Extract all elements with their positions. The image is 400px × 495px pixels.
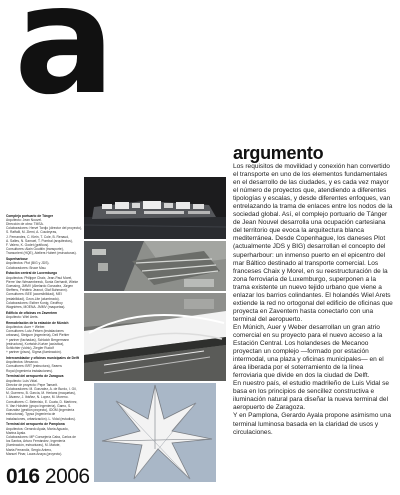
credit-line: V. Van Holstein (grupo Ingeniería), Gamo, S. (6, 403, 72, 408)
credit-line: Arquitectos: Mecanoo. (6, 360, 39, 365)
credit-project-title: Superharbour (6, 257, 28, 262)
article-body: Los requisitos de movilidad y conexión han convertido el transporte en uno de los elementos fundamentales en el desarrollo de las ciudades, y es cada vez mayor el número de proyectos que, atendiendo a diferentes tipologías y escalas, y desde diferentes enfoques, van entrelazando la trama de enlaces entre los nodos de la sociedad global. Así, el complejo portuario de Tánger de Jean Nouvel desarrolla una ocupación cartesiana del territorio que evoca la arquitectura blanca mediterránea. Desde Copenhague, los daneses Plot (actualmente JDS y BIG) desarrollan el concepto del superharbour: un inmenso puerto en el epicentro del mar Báltico destinado al transporte comercial. Los franceses Chaix y Morel, en su reestructuración de la zona ferroviaria de Luxemburgo, superponen a la trama existente un nuevo tejido urbano que viene a enlazar los barrios colindantes. El holandés Wiel Arets extiende la red no ortogonal del edificio de oficinas que proyecta en Zaventem hasta conectarlo con una terminal del aeropuerto. En Múnich, Auer y Weber desarrollan un gran atrio comercial en su proyecto para el nuevo acceso a la Estación Central. Los holandeses de Mecanoo proyectan un complejo —formado por estación intermodal, una plaza y oficinas municipales— en el área liberada por el soterramiento de la línea ferroviaria que divide en dos la ciudad de Delft. En nuestro país, el estudio madrileño de Luis Vidal se basa en los principios de sencillez constructiva e iluminación natural para diseñar la nueva terminal del aeropuerto de Zaragoza. Y en Pamplona, Gerardo Ayala propone asimismo una terminal luminosa basada en la claridad de usos y circulaciones. (233, 163, 393, 436)
credit-line: Arquitectos: Plot (BIG y JDS). (6, 261, 50, 266)
credit-line: Schlichter (vidrio), Ziegler Rudolf (6, 346, 54, 351)
credit-line: + partner (fachadas), Schlaich Bergermann (6, 337, 70, 342)
credit-line: (Iluminación, estructuras), M. Matute, (6, 443, 61, 448)
credit-line: Consultores: BRT (estructura), Searns (6, 364, 62, 369)
credit-line: + partner (pisos), Sigma (iluminación). (6, 350, 62, 355)
issue-num: 016 (6, 465, 40, 488)
credit-line: J. Fernandes, C. Klein, T. Cole, B. Renaud, (6, 234, 69, 239)
credit-line: estructuras), Typsa (Ingeniería de (6, 412, 56, 417)
credit-line: Arquitectos: Philippe Chaix, Jean-Paul Morel, (6, 275, 73, 280)
credit-project-title: Terminal del aeropuerto de Zaragoza (6, 374, 64, 379)
credit-line: Royal (ingeniería instalaciones). (6, 368, 53, 373)
credit-line: Wagnières, MOENA. JMMV (maquetas). (6, 305, 66, 310)
luxembourg-station-image (84, 293, 226, 381)
credit-line: instalaciones, urbanización). L. Vidal (estudios). (6, 416, 76, 421)
issue-year: 2006 (44, 465, 90, 488)
credit-line: Steffens, Frédéric Jeanot, Olaf Buhmann). (6, 288, 68, 293)
credit-project-title: Remodelación de la estación de Múnich (6, 320, 69, 325)
issue-number (6, 465, 90, 489)
credit-line: (estructura), Kortwich-Kurtze (acústica), (6, 341, 65, 346)
credit-line: Arquitecto: Jean Nouvel. (6, 217, 42, 222)
credit-block-6 (6, 356, 82, 373)
credit-line: urbanas), Steigum (ingeniería), Dell Piehler (6, 333, 70, 338)
credit-line: Consultores: C. Belenisio, E. Cuata, D. Martínez, (6, 399, 78, 404)
credit-line: Marta Ferrandiz, Sergio Antero, (6, 447, 52, 452)
credit-line: I. Álvarez, J. Ibáñez, N. Lopez, M. Moreno. (6, 395, 69, 400)
credit-line: Dirección de obra: TMSA. (6, 222, 44, 226)
credit-block-1 (6, 214, 82, 256)
credit-line: Gonzalez (gestión proyecto), IDOM (ingeniería (6, 408, 75, 413)
credit-block-2 (6, 257, 82, 270)
credit-line: Colaboradores: Hervé Tordjo (director del proyecto), S. Raffalli, M. Ziemi, A. Coudeyras, (6, 226, 82, 235)
credit-line: Colaboradores: M. Gonzalez, A. de Burdo, I. Gil, (6, 387, 77, 392)
credit-line: Colaboradores: MP Consejería Caba, Carlos de (6, 434, 76, 439)
credit-line: Manuel Pinar, Laura Anaya (proyecto). (6, 451, 63, 456)
star-structure-image (84, 383, 226, 482)
credit-block-8 (6, 422, 82, 456)
credit-line: Arquitecto: Wiel Arets. (6, 315, 39, 320)
project-images (84, 177, 226, 482)
credit-line: Consultores: Alain Goublin (transporte), (6, 247, 64, 252)
credit-line: Consultores: Lutz-Felsen (instalaciones (6, 329, 64, 334)
project-credits (6, 212, 82, 456)
superharbour-image (84, 241, 226, 291)
credit-line: Arquitectos: Auer + Weber. (6, 325, 46, 330)
tanger-port-image (84, 177, 226, 239)
credit-line: Colaboradores: Esther Konig, Geoffroy (6, 300, 63, 305)
credit-project-title: Complejo portuario de Tánger (6, 213, 54, 218)
credit-line: Arquitecto: Luis Vidal. (6, 378, 38, 383)
credit-project-title: Estación central de Luxemburgo (6, 271, 58, 276)
article-title: argumento (233, 143, 324, 163)
credit-line: los Santos, Arturo Fernández, Ingeniería (6, 439, 66, 444)
credit-line: Director de proyecto: Pepe Tamarit. (6, 382, 58, 387)
credit-line: M. Guerrero, B. García, M. Herlans (maquetas), (6, 391, 76, 396)
credit-block-7 (6, 374, 82, 420)
credit-line: Colaboradores: Bruce Mau. (6, 265, 47, 270)
credit-line: F. Valero, K. Godet (gráficos). (6, 243, 50, 248)
credit-line: Transorient (HQE), Ateliers Hubert (estructuras). (6, 251, 77, 256)
credit-line: Goessing, JMMV (Abelardo Gonzalez, Jürgen (6, 284, 74, 289)
credit-block-3 (6, 271, 82, 309)
credit-line: Arquitectos: Gerardo Ayala, María Aguado, (6, 426, 69, 431)
credit-block-5 (6, 321, 82, 355)
section-letter: a (14, 0, 112, 128)
credit-line: Pierre Van Wessenbeeck, Sonia Gerhardt, Wieke (6, 279, 79, 284)
credit-line: Consultores: BEE (accesibilidad), MEI (6, 292, 62, 297)
credit-line: A. Salles, N. Samuel, T. Pombal (arquitectos), (6, 238, 73, 243)
credit-line: Marina Ayala. (6, 430, 26, 435)
credit-line: (estabilidad), Ozon-Lite (alumbrado). (6, 296, 60, 301)
credit-project-title: Edificio de oficinas en Zaventem (6, 310, 58, 315)
credit-project-title: Terminal del aeropuerto de Pamplona (6, 422, 65, 427)
credit-project-title: Intercambiador y oficinas municipales de Delft (6, 356, 79, 361)
credit-block-4 (6, 311, 82, 319)
